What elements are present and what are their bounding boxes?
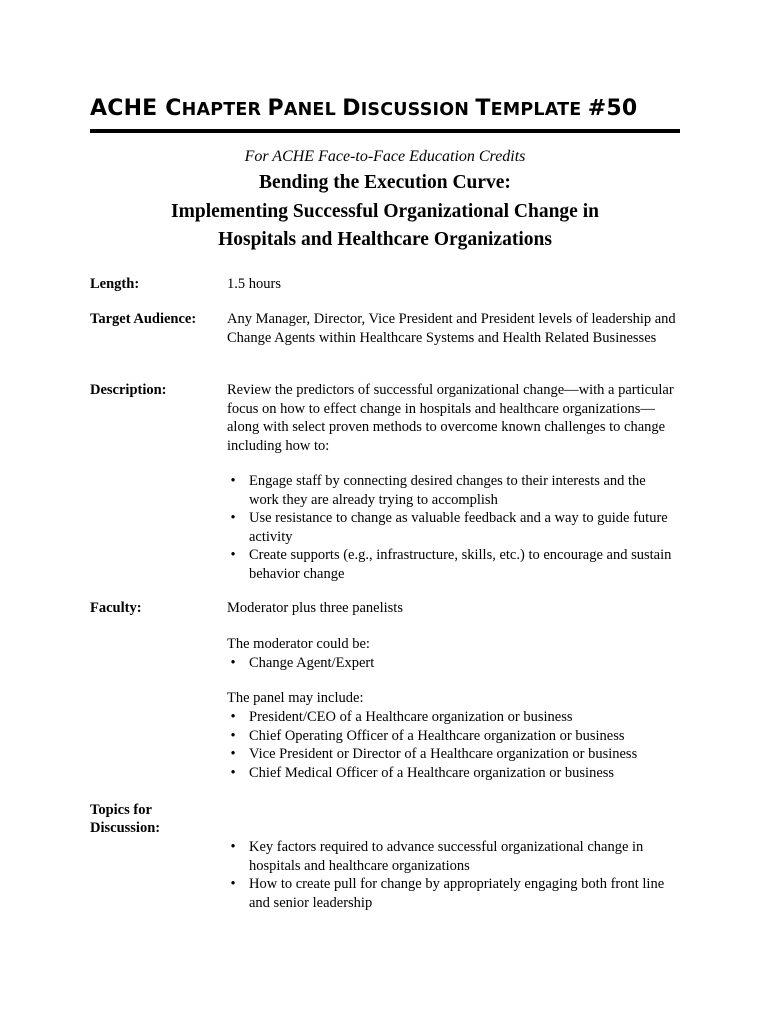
title-part: HAPTER — [181, 100, 268, 120]
list-item-text: Chief Medical Officer of a Healthcare organization or business — [249, 764, 615, 781]
faculty-label: Faculty: — [90, 600, 142, 616]
audience-value: Any Manager, Director, Vice President and President levels of leadership and Change Agents within Healthcare Systems and Health Related Businesses — [227, 311, 676, 346]
panel-bullet-list — [227, 708, 677, 782]
panel-intro: The panel may include: — [227, 690, 364, 706]
list-item-text: Vice President or Director of a Healthcare organization or business — [249, 746, 638, 762]
title-part: EMPLATE — [490, 100, 588, 120]
bullet-icon: • — [230, 876, 236, 892]
bullet-icon: • — [230, 473, 236, 489]
list-item-text: How to create pull for change by appropriately engaging both front line and senior leadership — [249, 876, 665, 911]
title-part: ANEL — [283, 100, 343, 120]
bullet-icon: • — [230, 655, 236, 671]
audience-label: Target Audience: — [90, 311, 197, 327]
page-title — [90, 96, 637, 121]
bullet-icon: • — [230, 510, 236, 526]
title-part: D — [342, 96, 361, 121]
list-item-text: Key factors required to advance successful organizational change in hospitals and healthcare organizations — [249, 839, 644, 874]
list-item — [227, 745, 677, 764]
bullet-icon: • — [230, 727, 236, 744]
list-item — [227, 472, 677, 509]
list-item-text: Create supports (e.g., infrastructure, skills, etc.) to encourage and sustain behavior change — [249, 547, 672, 582]
list-item — [227, 838, 677, 875]
topics-bullet-list — [227, 838, 677, 912]
title-part: ISCUSSION — [360, 100, 476, 120]
heading-line-2: Implementing Successful Organizational Change in — [171, 201, 599, 222]
bullet-icon: • — [230, 547, 236, 563]
description-label: Description: — [90, 382, 167, 398]
length-value: 1.5 hours — [227, 276, 281, 292]
title-part: #50 — [587, 96, 638, 121]
title-part: T — [475, 96, 491, 121]
list-item — [227, 654, 677, 673]
description-bullet-list — [227, 472, 677, 583]
list-item — [227, 509, 677, 546]
faculty-value: Moderator plus three panelists — [227, 600, 403, 616]
topics-label-line-1: Topics for — [90, 802, 152, 818]
bullet-icon: • — [230, 764, 236, 781]
topics-label-line-2: Discussion: — [90, 820, 161, 836]
heading-line-3: Hospitals and Healthcare Organizations — [218, 229, 552, 250]
moderator-intro: The moderator could be: — [227, 636, 370, 652]
bullet-icon: • — [230, 839, 236, 855]
list-item — [227, 764, 677, 783]
title-rule-divider — [90, 129, 680, 133]
heading-line-1: Bending the Execution Curve: — [259, 172, 511, 193]
subtitle: For ACHE Face-to-Face Education Credits — [244, 148, 526, 165]
list-item-text: President/CEO of a Healthcare organization or business — [249, 709, 573, 725]
title-part: P — [267, 96, 284, 121]
moderator-bullet-list — [227, 654, 677, 673]
list-item — [227, 875, 677, 912]
list-item-text: Change Agent/Expert — [249, 655, 375, 671]
list-item — [227, 727, 677, 746]
title-part: ACHE C — [90, 96, 182, 121]
list-item-text: Use resistance to change as valuable feedback and a way to guide future activity — [249, 510, 668, 545]
list-item — [227, 708, 677, 727]
list-item-text: Engage staff by connecting desired changes to their interests and the work they are already trying to accomplish — [249, 473, 646, 508]
list-item — [227, 546, 677, 583]
length-label: Length: — [90, 276, 140, 292]
description-value: Review the predictors of successful organizational change—with a particular focus on how to effect change in hospitals and healthcare organizations—along with select proven methods to overcome known challenges to change including how to: — [227, 382, 674, 454]
bullet-icon: • — [230, 709, 236, 725]
bullet-icon: • — [230, 746, 236, 762]
list-item-text: Chief Operating Officer of a Healthcare organization or business — [249, 727, 625, 744]
